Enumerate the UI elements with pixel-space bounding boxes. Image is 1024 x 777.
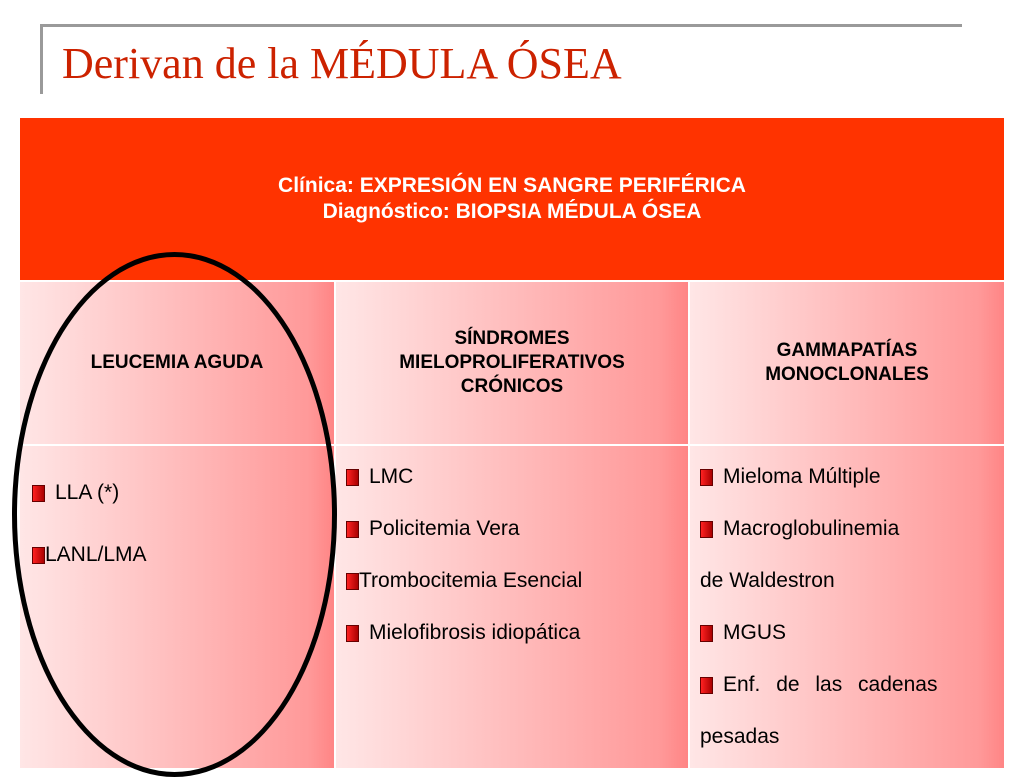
square-bullet-icon (346, 521, 359, 538)
heading-line: GAMMAPATÍAS (776, 340, 918, 361)
square-bullet-icon (700, 625, 713, 642)
slide-frame-top-line (40, 24, 962, 27)
list-item-continuation (700, 724, 994, 750)
list-item (32, 480, 334, 506)
heading-line: MIELOPROLIFERATIVOS (399, 352, 625, 373)
column-heading-leucemia (20, 282, 334, 444)
column-heading-gammapatias (690, 282, 1004, 444)
list-item (700, 464, 994, 490)
square-bullet-icon (700, 677, 713, 694)
item-text: Trombocitemia Esencial (359, 569, 583, 592)
list-item-continuation (700, 568, 994, 594)
item-text: Policitemia Vera (369, 517, 520, 540)
square-bullet-icon (346, 469, 359, 486)
item-text: MGUS (723, 621, 786, 644)
item-text: LANL/LMA (45, 543, 147, 566)
list-item (346, 568, 688, 594)
square-bullet-icon (700, 469, 713, 486)
list-item (32, 542, 334, 568)
slide-frame-left-line (40, 24, 43, 94)
item-text: Macroglobulinemia (723, 517, 900, 540)
slide-title: Derivan de la MÉDULA ÓSEA (62, 39, 622, 88)
item-text: LMC (369, 465, 414, 488)
table-header-row (20, 118, 1004, 280)
item-text: Enf. de las cadenas (723, 673, 938, 696)
heading-line: CRÓNICOS (460, 376, 564, 397)
heading-leucemia-aguda: LEUCEMIA AGUDA (90, 352, 264, 373)
square-bullet-icon (346, 573, 359, 590)
square-bullet-icon (32, 547, 45, 564)
heading-gammapatias-text (765, 339, 929, 387)
list-item (700, 516, 994, 542)
list-item (346, 620, 688, 646)
list-item (700, 620, 994, 646)
heading-line: MONOCLONALES (765, 364, 929, 385)
heading-sindromes-text (399, 327, 625, 399)
item-text: pesadas (700, 725, 780, 748)
heading-line: SÍNDROMES (454, 328, 570, 349)
column-body-sindromes (336, 446, 688, 768)
column-body-leucemia (20, 446, 334, 768)
header-diagnostico-line: Diagnóstico: BIOPSIA MÉDULA ÓSEA (322, 200, 702, 223)
list-item (346, 464, 688, 490)
list-item (700, 672, 994, 698)
square-bullet-icon (700, 521, 713, 538)
header-clinica-line: Clínica: EXPRESIÓN EN SANGRE PERIFÉRICA (278, 174, 746, 197)
item-text: Mielofibrosis idiopática (369, 621, 581, 644)
square-bullet-icon (32, 485, 45, 502)
item-text: LLA (*) (55, 481, 120, 504)
square-bullet-icon (346, 625, 359, 642)
column-body-gammapatias (690, 446, 1004, 768)
list-item (346, 516, 688, 542)
column-heading-sindromes (336, 282, 688, 444)
item-text: Mieloma Múltiple (723, 465, 881, 488)
item-text: de Waldestron (700, 569, 835, 592)
